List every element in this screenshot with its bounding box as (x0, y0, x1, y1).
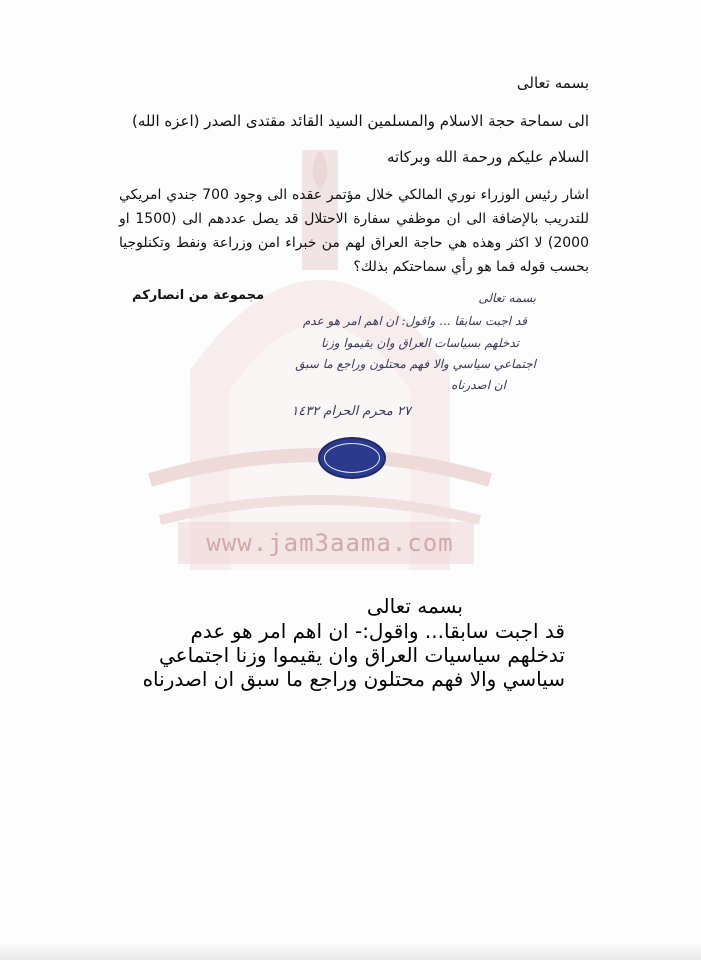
letter-addressee: الى سماحة حجة الاسلام والمسلمين السيد القائد مقتدى الصدر (اعزه الله) (132, 112, 589, 130)
handwritten-date: ٢٧ محرم الحرام ١٤٣٢ (291, 404, 411, 419)
typed-reply-line: سياسي والا فهم محتلون وراجع ما سبق ان اصدرناه (142, 667, 565, 691)
handwritten-line: ان اصدرناه (451, 378, 506, 392)
handwritten-line: تدخلهم بسياسات العراق وان يقيموا وزنا (320, 336, 519, 350)
typed-reply-line: قد اجبت سابقا... واقول:- ان اهم امر هو عدم (190, 619, 565, 643)
seal-ring (324, 443, 380, 473)
handwritten-line: قد اجبت سابقا ... واقول: ان اهم امر هو عدم (302, 314, 527, 328)
letter-opening: بسمه تعالى (516, 74, 589, 92)
letter-greeting: السلام عليكم ورحمة الله وبركاته (387, 148, 589, 166)
page-bottom-edge (0, 940, 701, 960)
watermark-url: www.jam3aama.com (206, 529, 454, 557)
letter-body: اشار رئيس الوزراء نوري المالكي خلال مؤتمر عقده الى وجود 700 جندي امريكي للتدريب بالإضافة الى ان موظفي سفارة الاحتلال قد يصل عددهم الى (1500 او 2000) لا اكثر وهذه هي حاجة العراق لهم من خبراء امن وزراعة ونفط وتكنلوجيا بحسب قوله فما هو رأي سماحتكم بذلك؟ (119, 187, 589, 275)
handwritten-line: اجتماعي سياسي والا فهم محتلون وراجع ما سبق (295, 357, 536, 371)
typed-reply-line: بسمه تعالى (366, 594, 463, 618)
typed-reply-line: تدخلهم سياسيات العراق وان يقيموا وزنا اجتماعي (159, 643, 565, 667)
handwritten-line: بسمه تعالى (478, 291, 536, 305)
letter-signature: مجموعة من انصاركم (132, 288, 265, 303)
official-seal (318, 437, 386, 479)
